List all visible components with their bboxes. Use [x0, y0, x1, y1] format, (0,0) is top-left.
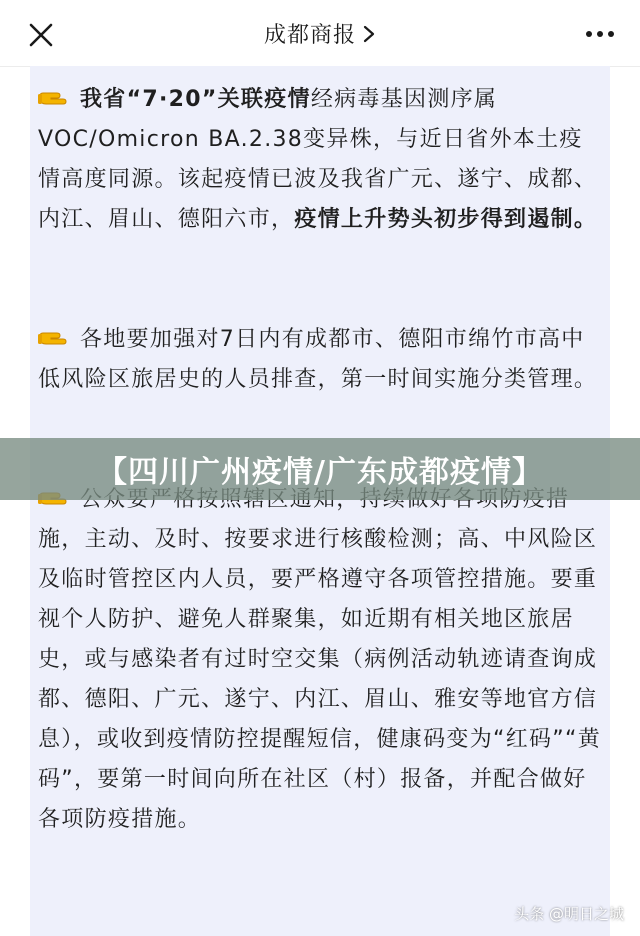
nav-bar [0, 0, 640, 67]
account-name: 成都商报 [263, 22, 356, 48]
account-title-link[interactable] [0, 0, 640, 66]
body-text: 经病毒基因测序属VOC/Omicron BA.2.38变异株，与近日省外本土疫情高度同源。该起疫情已波及我省广元、遂宁、成都、内江、眉山、德阳六市， [38, 87, 598, 232]
chevron-right-icon [362, 24, 376, 44]
pointing-hand-icon [38, 87, 70, 109]
article-paragraph-3 [38, 480, 604, 840]
article-paragraph-1 [38, 80, 604, 240]
source-watermark: 头条 @明日之城 [514, 905, 624, 923]
body-text: 各地要加强对7日内有成都市、德阳市绵竹市高中低风险区旅居史的人员排查，第一时间实施分类管理。 [38, 327, 598, 392]
body-text: 施，主动、及时、按要求进行核酸检测；高、中风险区及临时管控区内人员，要严格遵守各项管控措施。要重视个人防护、避免人群聚集，如近期有相关地区旅居史，或与感染者有过时空交集（病例活动轨迹请查询成都、德阳、广元、遂宁、内江、眉山、雅安等地官方信息），或收到疫情防控提醒短信，健康码变为“红码”“黄码”，要第一时间向所在社区（村）报备，并配合做好各项防疫措施。 [38, 527, 601, 832]
pointing-hand-icon [38, 327, 70, 349]
tail-bold-text: 疫情上升势头初步得到遏制。 [294, 207, 598, 232]
article-paragraph-2 [38, 320, 604, 400]
article-content [30, 66, 610, 936]
banner-title: 【四川广州疫情/广东成都疫情】 [97, 455, 543, 490]
lead-bold-text: 我省“7·20”关联疫情 [80, 87, 311, 112]
title-banner [0, 438, 640, 500]
more-icon[interactable] [584, 24, 616, 44]
